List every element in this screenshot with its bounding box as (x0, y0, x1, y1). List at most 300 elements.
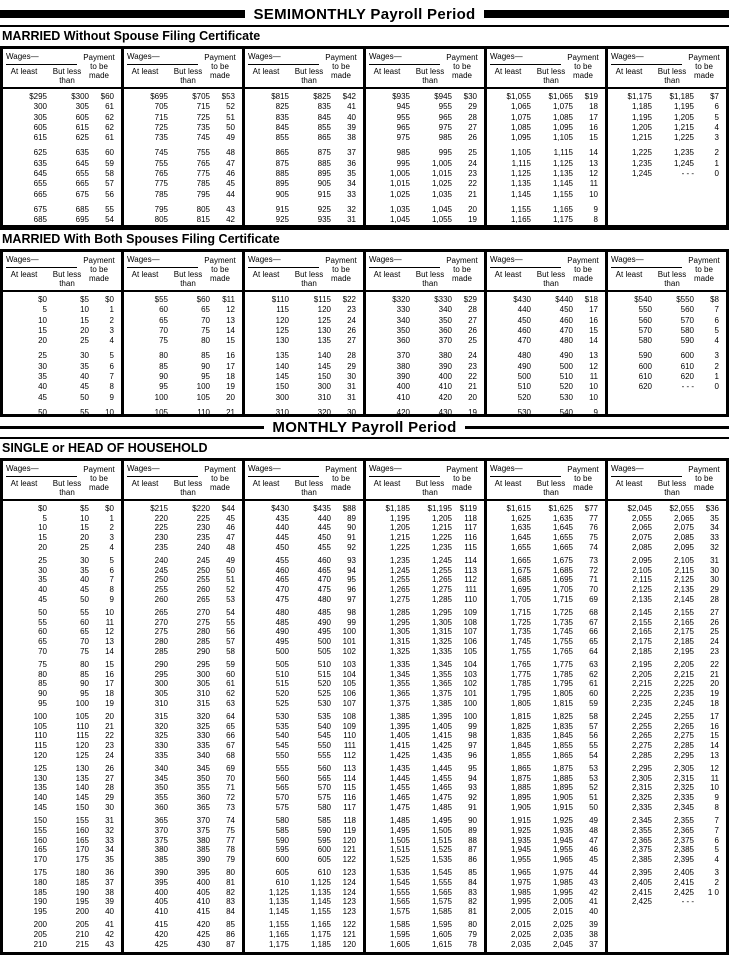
but-less-cell: 1,765 (552, 646, 573, 656)
table-row (3, 148, 121, 158)
at-least-header-label: At least (252, 270, 280, 279)
table-row (487, 179, 605, 189)
table-row (366, 699, 484, 709)
row-group (366, 148, 484, 199)
but-less-cell: 855 (317, 122, 331, 132)
at-least-cell: 1,195 (389, 513, 410, 523)
table-row (608, 855, 726, 865)
but-less-cell: - - - (681, 382, 694, 392)
row-group (608, 608, 726, 657)
but-less-cell: 2,205 (673, 660, 694, 670)
table-row (366, 585, 484, 595)
but-less-cell: 845 (317, 112, 331, 122)
table-row (487, 326, 605, 336)
table-row (3, 712, 121, 722)
payment-cell: $60 (100, 92, 114, 101)
at-least-cell: 125 (275, 325, 289, 335)
at-least-cell: 60 (159, 305, 168, 315)
row-group (487, 504, 605, 553)
semimonthly-period-title: SEMIMONTHLY Payroll Period (253, 5, 476, 23)
table-row (3, 888, 121, 898)
table-row (3, 608, 121, 618)
payment-cell: 91 (347, 533, 356, 543)
at-least-cell: 80 (159, 351, 168, 361)
table-row (3, 637, 121, 647)
wage-table-column (124, 461, 245, 952)
table-row (608, 647, 726, 657)
but-less-cell: 450 (559, 305, 573, 315)
at-least-cell: 340 (154, 764, 168, 774)
at-least-cell: 500 (517, 372, 531, 382)
but-less-cell: 1,155 (552, 189, 573, 199)
row-group (487, 712, 605, 761)
at-least-cell: 1,025 (389, 189, 410, 199)
table-row (3, 408, 121, 414)
but-less-header-label: But less than (173, 479, 203, 497)
at-least-cell: $935 (392, 92, 410, 101)
at-least-cell: 1,825 (510, 721, 531, 731)
table-row (487, 205, 605, 215)
payment-cell: 58 (589, 712, 598, 722)
table-row (245, 295, 363, 305)
table-row (487, 897, 605, 907)
payment-cell: 100 (342, 627, 356, 637)
payment-header-label: Payment to be made (688, 53, 720, 80)
table-row (366, 133, 484, 143)
column-body (245, 501, 363, 952)
wages-header-label: Wages— (369, 255, 440, 268)
wage-table-column (3, 252, 124, 414)
at-least-cell: 1,695 (510, 585, 531, 595)
payment-cell: 69 (589, 594, 598, 604)
at-least-cell: 460 (517, 325, 531, 335)
table-row (487, 316, 605, 326)
payment-cell: 52 (226, 585, 235, 595)
table-row (3, 205, 121, 215)
at-least-cell: 425 (154, 939, 168, 949)
but-less-cell: 2,165 (673, 617, 694, 627)
payment-cell: 98 (468, 731, 477, 741)
row-group (487, 660, 605, 709)
but-less-cell: 65 (80, 627, 89, 637)
but-less-cell: $60 (196, 295, 210, 304)
payment-cell: 54 (105, 215, 114, 225)
payment-cell: 80 (468, 920, 477, 930)
but-less-cell: 160 (75, 825, 89, 835)
table-row (608, 382, 726, 392)
payment-cell: 6 (714, 102, 719, 112)
payment-cell: 57 (226, 637, 235, 647)
at-least-cell: 2,395 (631, 868, 652, 878)
payment-cell: 16 (105, 669, 114, 679)
table-row (366, 179, 484, 189)
at-least-cell: 330 (396, 305, 410, 315)
payment-cell: 64 (589, 646, 598, 656)
but-less-cell: 425 (196, 929, 210, 939)
row-group (366, 556, 484, 605)
at-least-cell: 945 (396, 102, 410, 112)
but-less-cell: 1,445 (431, 764, 452, 774)
payment-cell: 121 (342, 929, 356, 939)
payment-cell: 87 (468, 845, 477, 855)
at-least-cell: 145 (33, 802, 47, 812)
at-least-cell: 1,145 (510, 189, 531, 199)
payment-cell: 54 (589, 750, 598, 760)
table-row (366, 722, 484, 732)
but-less-cell: 30 (80, 556, 89, 566)
table-row (487, 618, 605, 628)
but-less-cell: 1,275 (431, 585, 452, 595)
table-row (487, 712, 605, 722)
but-less-cell: 665 (75, 179, 89, 189)
but-less-cell: 2,105 (673, 556, 694, 566)
at-least-cell: 1,575 (389, 906, 410, 916)
payment-header-label: Payment to be made (446, 53, 478, 80)
table-row (245, 393, 363, 403)
table-row (124, 326, 242, 336)
table-row (124, 660, 242, 670)
but-less-cell: $1,195 (427, 504, 452, 513)
table-row (3, 372, 121, 382)
payment-cell: 22 (710, 660, 719, 670)
but-less-cell: 1,525 (431, 845, 452, 855)
at-least-cell: 90 (38, 689, 47, 699)
but-less-cell: 1,575 (431, 897, 452, 907)
at-least-cell: 310 (154, 698, 168, 708)
but-less-cell: 395 (196, 868, 210, 878)
table-row (245, 102, 363, 112)
table-row (124, 679, 242, 689)
but-less-cell: 975 (438, 122, 452, 132)
at-least-cell: 635 (33, 158, 47, 168)
but-less-cell: 320 (196, 712, 210, 722)
but-less-cell: 10 (80, 513, 89, 523)
column-subheaders (3, 67, 89, 85)
at-least-cell: 345 (154, 773, 168, 783)
table-row (3, 362, 121, 372)
payment-cell: 58 (226, 646, 235, 656)
at-least-header-label: At least (131, 479, 159, 488)
at-least-cell: 965 (396, 122, 410, 132)
table-row (608, 793, 726, 803)
payment-cell: 11 (710, 773, 719, 783)
table-row (124, 556, 242, 566)
at-least-cell: 75 (38, 660, 47, 670)
at-least-cell: $320 (392, 295, 410, 304)
table-row (245, 595, 363, 605)
at-least-cell: 1,665 (510, 556, 531, 566)
payment-cell: 55 (105, 204, 114, 214)
at-least-cell: 300 (154, 679, 168, 689)
but-less-cell: 1,675 (552, 556, 573, 566)
at-least-cell: 2,055 (631, 513, 652, 523)
table-row (487, 566, 605, 576)
payment-cell: $19 (584, 92, 598, 101)
but-less-cell: 535 (317, 712, 331, 722)
payment-cell: 37 (105, 877, 114, 887)
payment-cell: 45 (589, 854, 598, 864)
payment-cell: 85 (226, 920, 235, 930)
but-less-cell: 350 (196, 773, 210, 783)
at-least-cell: 2,185 (631, 646, 652, 656)
payment-cell: 118 (464, 513, 477, 523)
but-less-cell: 785 (196, 179, 210, 189)
but-less-cell: 555 (317, 750, 331, 760)
payment-cell: 84 (468, 877, 477, 887)
but-less-cell: 765 (196, 158, 210, 168)
at-least-header-label: At least (252, 479, 280, 488)
table-row (487, 393, 605, 403)
payment-cell: 98 (347, 608, 356, 618)
payment-cell: 62 (589, 669, 598, 679)
but-less-cell: 1,255 (431, 565, 452, 575)
table-row (124, 205, 242, 215)
but-less-cell: 145 (75, 793, 89, 803)
at-least-cell: 1,965 (510, 868, 531, 878)
payment-cell: 38 (347, 133, 356, 143)
table-row (3, 897, 121, 907)
payment-cell: 123 (342, 906, 356, 916)
table-row (124, 741, 242, 751)
payment-cell: 19 (468, 407, 477, 414)
but-less-cell: 350 (438, 315, 452, 325)
at-least-cell: 1,425 (389, 750, 410, 760)
table-row (608, 699, 726, 709)
payment-cell: 99 (468, 721, 477, 731)
table-row (245, 774, 363, 784)
but-less-cell: 620 (680, 372, 694, 382)
row-group (245, 295, 363, 346)
but-less-cell: 165 (75, 835, 89, 845)
banner-line-right (465, 426, 729, 429)
table-row (245, 362, 363, 372)
at-least-cell: 1,235 (389, 556, 410, 566)
but-less-cell: 775 (196, 169, 210, 179)
at-least-cell: $540 (634, 295, 652, 304)
payment-cell: 50 (226, 122, 235, 132)
at-least-cell: 390 (396, 372, 410, 382)
table-row (124, 575, 242, 585)
at-least-cell: 360 (154, 802, 168, 812)
but-less-cell: - - - (681, 897, 694, 907)
payment-cell: 45 (226, 179, 235, 189)
payment-cell: 39 (589, 920, 598, 930)
but-less-cell: 1,945 (552, 835, 573, 845)
payment-cell: 7 (714, 305, 719, 315)
payment-cell: 75 (589, 533, 598, 543)
at-least-cell: 1,095 (510, 133, 531, 143)
table-row (366, 316, 484, 326)
payment-cell: 115 (343, 783, 356, 793)
table-row (245, 783, 363, 793)
at-least-cell: 1,035 (389, 204, 410, 214)
but-less-cell: 515 (317, 669, 331, 679)
at-least-cell: 1,135 (510, 179, 531, 189)
payment-cell: 26 (468, 325, 477, 335)
payment-cell: $53 (221, 92, 235, 101)
table-row (3, 514, 121, 524)
payment-cell: 19 (710, 689, 719, 699)
row-group (124, 712, 242, 761)
but-less-cell: 600 (317, 845, 331, 855)
but-less-cell: 2,335 (673, 793, 694, 803)
but-less-cell: 470 (317, 575, 331, 585)
at-least-cell: 1,385 (389, 712, 410, 722)
row-group (366, 608, 484, 657)
payment-cell: 117 (464, 523, 477, 533)
at-least-cell: 135 (275, 351, 289, 361)
payment-cell: 99 (347, 617, 356, 627)
at-least-cell: 1,885 (510, 783, 531, 793)
table-row (366, 362, 484, 372)
but-less-cell: 695 (75, 215, 89, 225)
table-row (608, 566, 726, 576)
at-least-cell: 490 (275, 627, 289, 637)
table-row (124, 764, 242, 774)
payment-cell: 56 (105, 189, 114, 199)
column-body (608, 89, 726, 184)
payment-cell: 20 (710, 679, 719, 689)
at-least-cell: $430 (513, 295, 531, 304)
wages-header-label: Wages— (127, 52, 198, 65)
at-least-cell: 10 (38, 523, 47, 533)
table-row (3, 627, 121, 637)
table-row (124, 855, 242, 865)
table-row (487, 148, 605, 158)
but-less-cell: 580 (680, 325, 694, 335)
payment-cell: 27 (347, 336, 356, 346)
but-less-cell: 65 (201, 305, 210, 315)
payment-cell: 44 (589, 868, 598, 878)
table-row (3, 722, 121, 732)
payment-cell: 105 (463, 646, 477, 656)
at-least-cell: 385 (154, 854, 168, 864)
payment-cell: 70 (589, 585, 598, 595)
at-least-cell: 35 (38, 372, 47, 382)
payment-cell: 10 (589, 382, 598, 392)
but-less-cell: 600 (680, 351, 694, 361)
at-least-cell: $110 (271, 295, 289, 304)
row-group (487, 205, 605, 225)
but-less-cell: 2,005 (552, 897, 573, 907)
at-least-cell: 305 (33, 112, 47, 122)
at-least-cell: 835 (275, 112, 289, 122)
at-least-cell: $2,045 (627, 504, 652, 513)
payment-cell: 60 (105, 148, 114, 158)
at-least-cell: 1,875 (510, 773, 531, 783)
table-row (487, 608, 605, 618)
but-less-cell: 400 (196, 877, 210, 887)
at-least-cell: 1,045 (389, 215, 410, 225)
but-less-cell: 95 (201, 372, 210, 382)
table-row (487, 556, 605, 566)
table-row (487, 295, 605, 305)
at-least-cell: 440 (517, 305, 531, 315)
but-less-cell: 370 (196, 816, 210, 826)
at-least-cell: 1,065 (510, 102, 531, 112)
but-less-cell: 360 (196, 793, 210, 803)
at-least-cell: 2,275 (631, 741, 652, 751)
but-less-cell: 635 (75, 148, 89, 158)
table-row (245, 326, 363, 336)
at-least-cell: 845 (275, 122, 289, 132)
table-row (608, 679, 726, 689)
table-row (124, 647, 242, 657)
table-row (3, 393, 121, 403)
payment-cell: 113 (343, 764, 356, 774)
table-row (124, 190, 242, 200)
at-least-cell: 485 (275, 617, 289, 627)
but-less-cell: 1,745 (552, 627, 573, 637)
payment-cell: 35 (710, 513, 719, 523)
but-less-cell: 835 (317, 102, 331, 112)
table-row (487, 741, 605, 751)
but-less-cell: 885 (317, 158, 331, 168)
row-group (124, 504, 242, 553)
but-less-cell: 875 (317, 148, 331, 158)
at-least-cell: 605 (275, 868, 289, 878)
at-least-cell: 865 (275, 148, 289, 158)
payment-cell: 38 (105, 887, 114, 897)
payment-cell: 17 (105, 679, 114, 689)
table-row (245, 699, 363, 709)
at-least-cell: 415 (154, 920, 168, 930)
payment-cell: 76 (589, 523, 598, 533)
table-row (608, 148, 726, 158)
payment-cell: 92 (347, 542, 356, 552)
table-row (366, 190, 484, 200)
table-row (366, 764, 484, 774)
at-least-cell: 380 (396, 361, 410, 371)
table-row (608, 627, 726, 637)
payment-cell: 72 (589, 565, 598, 575)
but-less-cell: 50 (80, 392, 89, 402)
payment-cell: 28 (105, 783, 114, 793)
payment-cell: 5 (109, 351, 114, 361)
table-row (366, 897, 484, 907)
payment-cell: 55 (589, 741, 598, 751)
row-group (3, 351, 121, 402)
at-least-cell: 375 (154, 835, 168, 845)
but-less-cell: 955 (438, 102, 452, 112)
payment-cell: 68 (589, 608, 598, 618)
table-row (608, 783, 726, 793)
table-row (124, 627, 242, 637)
row-group (245, 408, 363, 414)
payment-cell: 116 (464, 533, 477, 543)
payment-cell: 13 (105, 637, 114, 647)
but-less-cell: 1,265 (431, 575, 452, 585)
payment-cell: 62 (105, 112, 114, 122)
wages-header-label: Wages— (611, 52, 682, 65)
but-less-cell: 2,095 (673, 542, 694, 552)
payment-cell: $44 (221, 504, 235, 513)
at-least-cell: 270 (154, 617, 168, 627)
at-least-cell: 2,015 (510, 920, 531, 930)
but-less-cell: 125 (75, 750, 89, 760)
at-least-cell: 120 (33, 750, 47, 760)
but-less-header-label: But less than (536, 67, 566, 85)
but-less-cell: 295 (196, 660, 210, 670)
table-row (608, 618, 726, 628)
payment-cell: 62 (105, 122, 114, 132)
wages-header-label: Wages— (6, 464, 77, 477)
table-single-head-of-household (0, 458, 729, 955)
at-least-cell: 580 (275, 816, 289, 826)
table-row (3, 751, 121, 761)
at-least-cell: 530 (517, 407, 531, 414)
payment-cell: 45 (226, 513, 235, 523)
